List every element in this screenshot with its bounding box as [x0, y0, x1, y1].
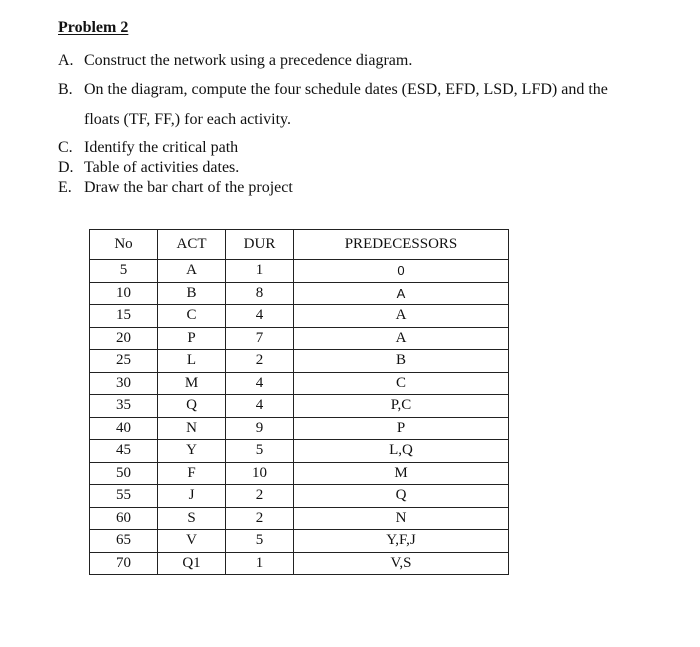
cell-no: 55: [90, 485, 158, 508]
table-row: [90, 507, 509, 530]
cell-act: J: [158, 485, 226, 508]
task-text: Identify the critical path: [84, 139, 239, 156]
task-d: [58, 158, 239, 178]
cell-no: 65: [90, 530, 158, 553]
cell-pred: P,C: [294, 395, 509, 418]
cell-act: M: [158, 372, 226, 395]
cell-dur: 10: [226, 462, 294, 485]
cell-dur: 2: [226, 507, 294, 530]
table-header-row: [90, 230, 509, 260]
cell-pred: C: [294, 372, 509, 395]
table-row: [90, 440, 509, 463]
cell-pred: 0: [294, 260, 509, 283]
cell-dur: 1: [226, 552, 294, 575]
cell-dur: 2: [226, 350, 294, 373]
task-letter: E.: [58, 179, 72, 196]
cell-pred: B: [294, 350, 509, 373]
cell-dur: 4: [226, 372, 294, 395]
header-predecessors: PREDECESSORS: [294, 230, 509, 260]
cell-act: N: [158, 417, 226, 440]
table-row: [90, 327, 509, 350]
cell-pred: V,S: [294, 552, 509, 575]
cell-act: Y: [158, 440, 226, 463]
cell-act: S: [158, 507, 226, 530]
cell-dur: 1: [226, 260, 294, 283]
table-row: [90, 260, 509, 283]
cell-act: F: [158, 462, 226, 485]
task-c: [58, 138, 238, 158]
table-row: [90, 372, 509, 395]
cell-dur: 8: [226, 282, 294, 305]
cell-pred: M: [294, 462, 509, 485]
cell-dur: 2: [226, 485, 294, 508]
task-text: On the diagram, compute the four schedule dates (ESD, EFD, LSD, LFD) and the: [84, 81, 608, 98]
header-act: ACT: [158, 230, 226, 260]
table-row: [90, 350, 509, 373]
cell-pred: A: [294, 305, 509, 328]
cell-no: 70: [90, 552, 158, 575]
task-e: [58, 178, 293, 198]
cell-no: 60: [90, 507, 158, 530]
task-a: [58, 51, 412, 71]
cell-act: Q: [158, 395, 226, 418]
table-row: [90, 485, 509, 508]
cell-dur: 4: [226, 395, 294, 418]
cell-no: 30: [90, 372, 158, 395]
table-row: [90, 282, 509, 305]
cell-dur: 9: [226, 417, 294, 440]
cell-no: 15: [90, 305, 158, 328]
cell-act: B: [158, 282, 226, 305]
header-dur: DUR: [226, 230, 294, 260]
task-b: [58, 80, 608, 130]
cell-no: 50: [90, 462, 158, 485]
cell-pred: Q: [294, 485, 509, 508]
cell-dur: 5: [226, 440, 294, 463]
cell-act: A: [158, 260, 226, 283]
table-row: [90, 462, 509, 485]
task-letter: A.: [58, 52, 74, 69]
cell-act: Q1: [158, 552, 226, 575]
task-letter: C.: [58, 139, 73, 156]
cell-pred: Y,F,J: [294, 530, 509, 553]
cell-act: L: [158, 350, 226, 373]
cell-dur: 4: [226, 305, 294, 328]
cell-pred: A: [294, 327, 509, 350]
activities-table: [89, 229, 509, 575]
cell-act: V: [158, 530, 226, 553]
task-text: Construct the network using a precedence diagram.: [84, 52, 413, 69]
table-row: [90, 417, 509, 440]
cell-pred: A: [294, 282, 509, 305]
task-text: Draw the bar chart of the project: [84, 179, 293, 196]
cell-act: C: [158, 305, 226, 328]
cell-no: 40: [90, 417, 158, 440]
cell-dur: 5: [226, 530, 294, 553]
cell-dur: 7: [226, 327, 294, 350]
cell-no: 25: [90, 350, 158, 373]
cell-act: P: [158, 327, 226, 350]
cell-pred: N: [294, 507, 509, 530]
cell-no: 10: [90, 282, 158, 305]
task-text: Table of activities dates.: [84, 159, 240, 176]
cell-no: 45: [90, 440, 158, 463]
problem-title: Problem 2: [58, 19, 129, 36]
table-row: [90, 530, 509, 553]
task-letter: D.: [58, 159, 74, 176]
cell-pred: L,Q: [294, 440, 509, 463]
header-no: No: [90, 230, 158, 260]
cell-no: 5: [90, 260, 158, 283]
table-row: [90, 552, 509, 575]
task-letter: B.: [58, 81, 73, 98]
cell-pred: P: [294, 417, 509, 440]
cell-no: 35: [90, 395, 158, 418]
task-text-continued: floats (TF, FF,) for each activity.: [84, 111, 292, 128]
table-row: [90, 395, 509, 418]
cell-no: 20: [90, 327, 158, 350]
table-row: [90, 305, 509, 328]
